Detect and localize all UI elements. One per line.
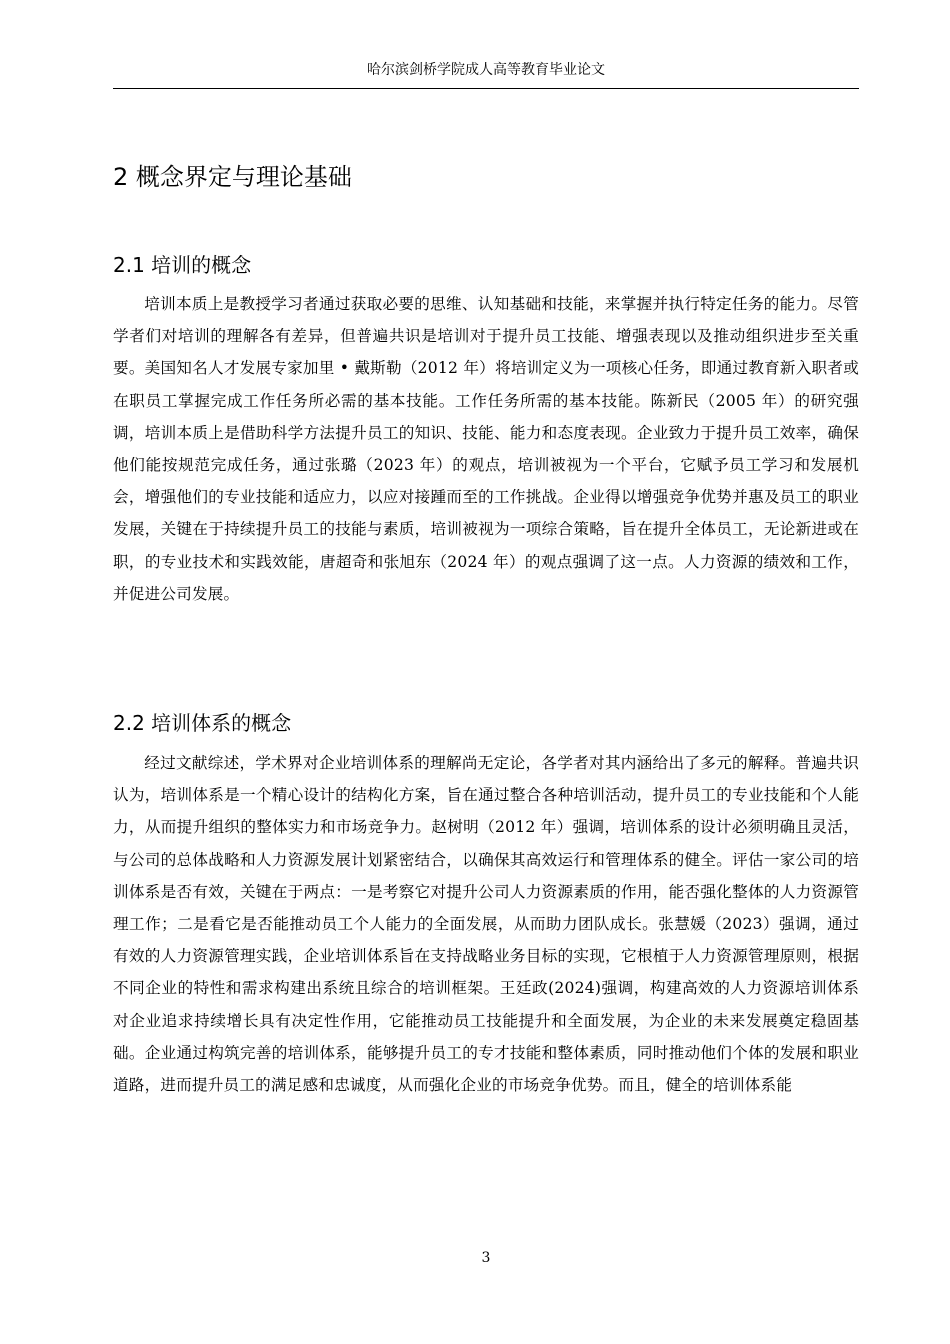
- section-2-1-paragraph: 培训本质上是教授学习者通过获取必要的思维、认知基础和技能，来掌握并执行特定任务的能力。尽管学者们对培训的理解各有差异，但普遍共识是培训对于提升员工技能、增强表现以及推动组织进步至关重要。美国知名人才发展专家加里 • 戴斯勒（2012 年）将培训定义为一项核心任务，即通过教育新入职者或在职员工掌握完成工作任务所必需的基本技能。工作任务所需的基本技能。陈新民（2005 年）的研究强调，培训本质上是借助科学方法提升员工的知识、技能、能力和态度表现。企业致力于提升员工效率，确保他们能按规范完成任务，通过张璐（2023 年）的观点，培训被视为一个平台，它赋予员工学习和发展机会，增强他们的专业技能和适应力，以应对接踵而至的工作挑战。企业得以增强竞争优势并惠及员工的职业发展，关键在于持续提升员工的技能与素质，培训被视为一项综合策略，旨在提升全体员工，无论新进或在职，的专业技术和实践效能，唐超奇和张旭东（2024 年）的观点强调了这一点。人力资源的绩效和工作，并促进公司发展。: [113, 295, 859, 603]
- header-divider: [113, 88, 859, 89]
- running-header-title: 哈尔滨剑桥学院成人高等教育毕业论文: [367, 62, 605, 78]
- page-number: 3: [481, 1250, 491, 1266]
- section-2-2-paragraph: 经过文献综述，学术界对企业培训体系的理解尚无定论，各学者对其内涵给出了多元的解释。普遍共识认为，培训体系是一个精心设计的结构化方案，旨在通过整合各种培训活动，提升员工的专业技能和个人能力，从而提升组织的整体实力和市场竞争力。赵树明（2012 年）强调，培训体系的设计必须明确且灵活，与公司的总体战略和人力资源发展计划紧密结合，以确保其高效运行和管理体系的健全。评估一家公司的培训体系是否有效，关键在于两点：一是考察它对提升公司人力资源素质的作用，能否强化整体的人力资源管理工作；二是看它是否能推动员工个人能力的全面发展，从而助力团队成长。张慧媛（2023）强调，通过有效的人力资源管理实践，企业培训体系旨在支持战略业务目标的实现，它根植于人力资源管理原则，根据不同企业的特性和需求构建出系统且综合的培训框架。王廷政(2024)强调，构建高效的人力资源培训体系对企业追求持续增长具有决定性作用，它能推动员工技能提升和全面发展，为企业的未来发展奠定稳固基础。企业通过构筑完善的培训体系，能够提升员工的专才技能和整体素质，同时推动他们个体的发展和职业道路，进而提升员工的满足感和忠诚度，从而强化企业的市场竞争优势。而且，健全的培训体系能: [113, 754, 859, 1095]
- chapter-title: 2 概念界定与理论基础: [113, 163, 352, 191]
- section-title-2-2: 2.2 培训体系的概念: [113, 711, 292, 735]
- section-title-2-1: 2.1 培训的概念: [113, 253, 252, 277]
